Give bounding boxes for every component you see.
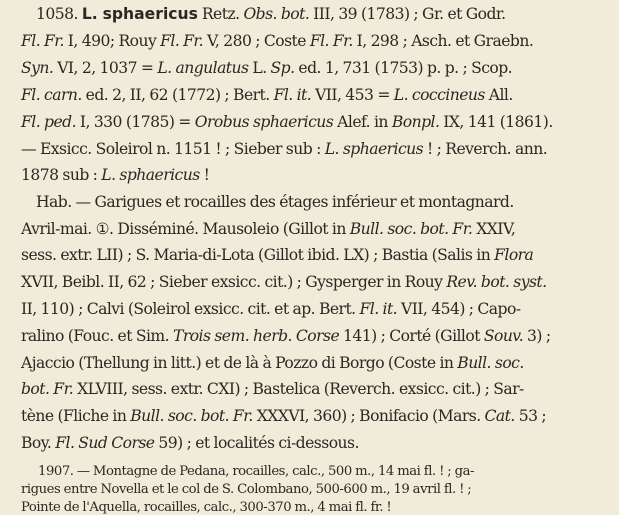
habitat-text (0, 220, 619, 238)
text-run: XXXVI, 360) ; Bonifacio (Mars. (252, 407, 485, 425)
italic-citation: Cat. (484, 407, 515, 425)
habitat-text (0, 193, 619, 211)
text-run: All. (484, 86, 513, 104)
text-run: II, 110) ; Calvi (Soleirol exsicc. cit. et ap. Bert. (21, 300, 360, 318)
habitat-text (0, 300, 619, 318)
text-run: ralino (Fouc. et Sim. (21, 327, 173, 345)
text-run: 53 ; (514, 407, 547, 425)
italic-citation: bot. Fr. (21, 380, 74, 398)
italic-citation: Fl. ped. (21, 113, 76, 131)
text-run: Pointe de l'Aquella, rocailles, calc., 300-370 m., 4 mai fl. fr. ! (21, 500, 392, 515)
text-run: ! (199, 166, 210, 184)
text-run: 3) ; (523, 327, 551, 345)
italic-citation: Rev. bot. syst. (446, 273, 547, 291)
italic-citation: L. sphaericus (101, 166, 200, 184)
text-run: I, 330 (1785) = (75, 113, 195, 131)
text-run: rigues entre Novella et le col de S. Colombano, 500-600 m., 19 avril fl. ! ; (21, 482, 472, 497)
italic-citation: L. angulatus (157, 59, 249, 77)
text-run: Boy. (21, 434, 56, 452)
entry-text (0, 32, 619, 50)
text-run: VII, 454) ; Capo- (397, 300, 521, 318)
italic-citation: Fl. it. (359, 300, 398, 318)
italic-citation: Fl. it. (273, 86, 312, 104)
text-run: Alef. in (333, 113, 392, 131)
italic-citation: Fl. carn. (21, 86, 82, 104)
text-run: 59) ; et localités ci-dessous. (154, 434, 359, 452)
text-run: I, 298 ; Asch. et Graebn. (352, 32, 534, 50)
entry-text (0, 113, 619, 131)
italic-citation: Bull. soc. bot. Fr. (349, 220, 473, 238)
text-run: ! ; Reverch. ann. (423, 140, 548, 158)
text-run: VI, 2, 1037 = (53, 59, 158, 77)
italic-citation: Trois sem. herb. Corse (172, 327, 340, 345)
text-run: tène (Fliche in (21, 407, 131, 425)
habitat-text (0, 380, 619, 398)
italic-citation: Bull. soc. bot. Fr. (130, 407, 253, 425)
habitat-text (0, 354, 619, 372)
italic-citation: Souv. (483, 327, 524, 345)
text-run: XVII, Beibl. II, 62 ; Sieber exsicc. cit.) ; Gysperger in Rouy (21, 273, 447, 291)
entry-text (0, 59, 619, 77)
italic-citation: L. coccineus (393, 86, 485, 104)
italic-citation: Syn. (21, 59, 54, 77)
text-run: — Exsicc. Soleirol n. 1151 ! ; Sieber sub : (21, 140, 325, 158)
italic-citation: Flora (494, 246, 534, 264)
text-run: 141) ; Corté (Gillot (339, 327, 484, 345)
entry-line-1 (0, 5, 619, 23)
entry-text (202, 5, 506, 23)
italic-citation: Obs. bot. (243, 5, 310, 23)
text-run: Ajaccio (Thellung in litt.) et de là à Pozzo di Borgo (Coste in (21, 354, 458, 372)
text-run: L. (248, 59, 271, 77)
italic-citation: Orobus sphaericus (194, 113, 334, 131)
habitat-text (0, 434, 619, 452)
record-text (0, 482, 619, 497)
italic-citation: L. sphaericus (324, 140, 424, 158)
text-run: Hab. — Garigues et rocailles des étages inférieur et montagnard. (36, 193, 514, 211)
italic-citation: Bonpl. (391, 113, 440, 131)
entry-text (0, 166, 619, 184)
record-text (0, 500, 619, 515)
habitat-text (0, 327, 619, 345)
text-run: sess. extr. LII) ; S. Maria-di-Lota (Gillot ibid. LX) ; Bastia (Salis in (21, 246, 495, 264)
entry-text (0, 86, 619, 104)
text-run: 1907. — Montagne de Pedana, rocailles, calc., 500 m., 14 mai fl. ! ; ga- (38, 464, 475, 479)
text-run: Retz. (201, 5, 244, 23)
entry-number: 1058. (36, 5, 78, 23)
habitat-text (0, 246, 619, 264)
text-run: 1878 sub : (21, 166, 102, 184)
text-run: ed. 1, 731 (1753) p. p. ; Scop. (294, 59, 513, 77)
habitat-text (0, 273, 619, 291)
italic-citation: Fl. Fr. (160, 32, 204, 50)
habitat-text (0, 407, 619, 425)
italic-citation: Fl. Fr. (309, 32, 353, 50)
text-run: V, 280 ; Coste (203, 32, 310, 50)
italic-citation: Fl. Fr. (21, 32, 64, 50)
text-run: VII, 453 = (311, 86, 394, 104)
entry-text (0, 140, 619, 158)
italic-citation: Sp. (270, 59, 295, 77)
text-run: XXIV, (472, 220, 516, 238)
text-run: XLVIII, sess. extr. CXI) ; Bastelica (Reverch. exsicc. cit.) ; Sar- (73, 380, 524, 398)
text-run: Avril-mai. ①. Disséminé. Mausoleio (Gillot in (21, 220, 350, 238)
italic-citation: Fl. Sud Corse (55, 434, 155, 452)
text-run: I, 490; Rouy (63, 32, 161, 50)
species-name: L. sphaericus (81, 5, 198, 23)
text-run: ed. 2, II, 62 (1772) ; Bert. (81, 86, 274, 104)
text-run: III, 39 (1783) ; Gr. et Godr. (309, 5, 506, 23)
text-run: IX, 141 (1861). (439, 113, 553, 131)
italic-citation: Bull. soc. (457, 354, 524, 372)
record-text (0, 464, 619, 479)
